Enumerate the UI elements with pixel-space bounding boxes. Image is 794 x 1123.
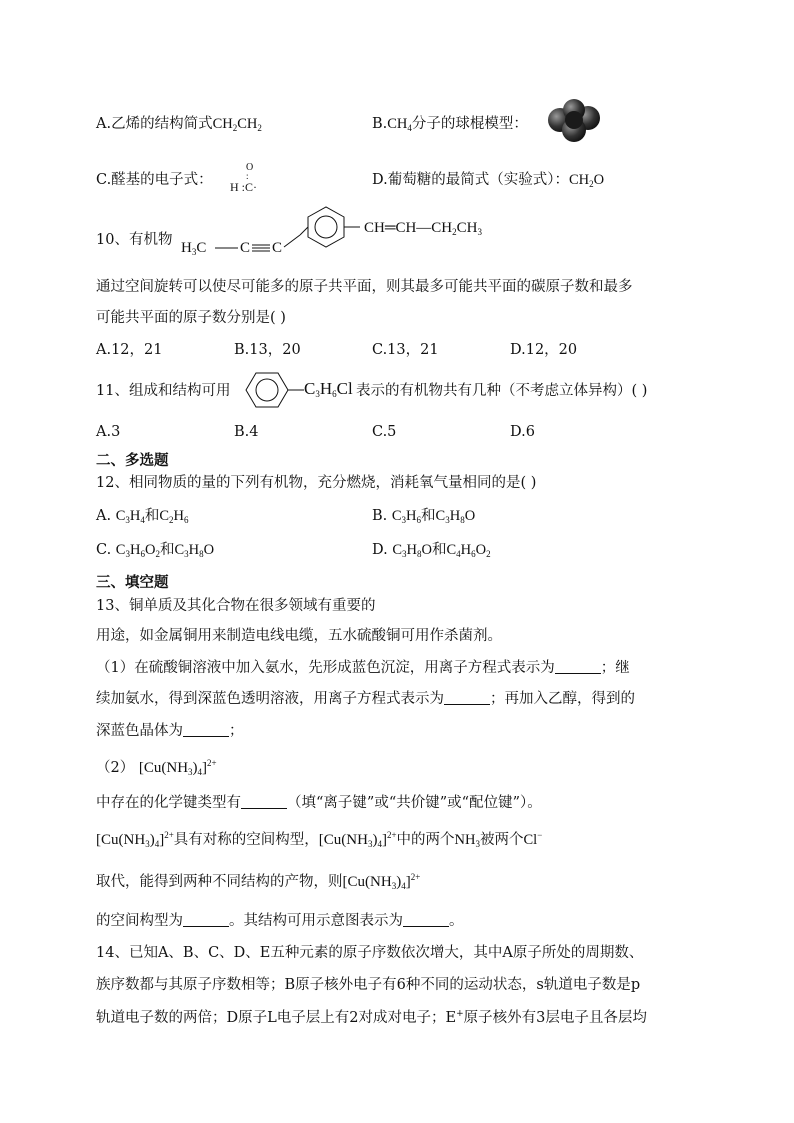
q10-structure-bonds — [210, 205, 360, 265]
q13-line7: 中存在的化学键类型有 （填“离子键”或“共价键”或“配位键”）。 — [96, 795, 542, 811]
answer-blank[interactable] — [555, 659, 601, 674]
complex-ion-formula: $[Cu(NH_3)_4]^{2+}$ — [318, 830, 397, 849]
q13-line2: 用途，如金属铜用来制造电线电缆，五水硫酸铜可用作杀菌剂。 — [96, 628, 502, 644]
q12-option-d: D. $C_3H_8O$和$C_4H_6O_2$ — [372, 542, 491, 559]
q11-suffix: 表示的有机物共有几种（不考虑立体异构）( ) — [356, 383, 648, 399]
q11-option-d: D.6 — [510, 424, 535, 440]
aldehyde-double-dots: : — [246, 171, 249, 181]
q10-h3c: $H_3C$ — [181, 240, 207, 257]
q13-line9: 取代，能得到两种不同结构的产物，则$[Cu(NH_3)_4]^{2+}$ — [96, 872, 421, 891]
q11-option-a: A.3 — [96, 424, 121, 440]
q9-option-a: A.乙烯的结构简式$CH_2CH_2$ — [96, 116, 262, 133]
q12-stem: 12、相同物质的量的下列有机物，充分燃烧，消耗氧气量相同的是( ) — [96, 475, 537, 491]
q10-option-c: C.13，21 — [372, 342, 439, 358]
q14-line3: 轨道电子数的两倍；D原子L电子层上有2对成对电子；E+原子核外有3层电子且各层均 — [96, 1009, 647, 1026]
q12-option-b: B. $C_3H_6$和$C_3H_8O$ — [372, 508, 476, 525]
q13-line8: $[Cu(NH_3)_4]^{2+}$具有对称的空间构型，$[Cu(NH_3)_4]^{2+}$中的两个$NH_3$被两个Cl− — [96, 830, 543, 849]
q10-option-a: A.12，21 — [96, 342, 163, 358]
complex-ion-formula: $[Cu(NH_3)_4]^{2+}$ — [138, 758, 217, 777]
aldehyde-o: O — [246, 162, 254, 173]
q10-prefix: 10、有机物 — [96, 232, 173, 248]
q13-line3: （1）在硫酸铜溶液中加入氨水，先形成蓝色沉淀，用离子方程式表示为 ；继 — [96, 660, 630, 676]
answer-blank[interactable] — [183, 912, 229, 927]
q10-chain: $CH═CH—CH_2CH_3$ — [364, 220, 482, 237]
q9-option-d: D.葡萄糖的最简式（实验式）：$CH_2O$ — [372, 172, 605, 189]
q10-stem-line1: 通过空间旋转可以使尽可能多的原子共平面，则其最多可能共平面的碳原子数和最多 — [96, 279, 633, 295]
section-3-heading: 三、填空题 — [96, 574, 169, 591]
section-2-heading: 二、多选题 — [96, 452, 169, 469]
q10-c2: C — [272, 240, 283, 256]
q10-c1: C — [240, 240, 251, 256]
answer-blank[interactable] — [183, 722, 229, 737]
q11-option-b: B.4 — [234, 424, 259, 440]
q13-line5: 深蓝色晶体为 ； — [96, 723, 244, 739]
q11-prefix: 11、组成和结构可用 — [96, 383, 231, 399]
q11-c3h6cl: $C_3H_6Cl$ — [304, 379, 353, 399]
q9-option-b: $B.CH_4$分子的球棍模型： — [372, 116, 528, 133]
q12-option-c: C. $C_3H_6O_2$和$C_3H_8O$ — [96, 542, 215, 559]
q14-line2: 族序数都与其原子序数相等；B原子核外电子有6种不同的运动状态，s轨道电子数是p — [96, 977, 641, 993]
ball-stick-model-image — [544, 98, 604, 144]
q10-stem-line2: 可能共平面的原子数分别是( ) — [96, 310, 286, 326]
q13-line6: （2） $[Cu(NH_3)_4]^{2+}$ — [96, 758, 217, 777]
q13-line4: 续加氨水，得到深蓝色透明溶液，用离子方程式表示为 ；再加入乙醇，得到的 — [96, 691, 635, 707]
q11-benzene-ring — [240, 368, 306, 412]
answer-blank[interactable] — [444, 690, 490, 705]
answer-blank[interactable] — [241, 794, 287, 809]
q11-option-c: C.5 — [372, 424, 397, 440]
complex-ion-formula: $[Cu(NH_3)_4]^{2+}$ — [96, 830, 174, 849]
q13-line1: 13、铜单质及其化合物在很多领域有重要的 — [96, 598, 376, 614]
q12-option-a: A. $C_3H_4$和$C_2H_6$ — [96, 508, 189, 525]
q13-line10: 的空间构型为 。其结构可用示意图表示为 。 — [96, 913, 464, 929]
complex-ion-formula: $[Cu(NH_3)_4]^{2+}$ — [342, 872, 421, 891]
q14-line1: 14、已知A、B、C、D、E五种元素的原子序数依次增大，其中A原子所处的周期数、 — [96, 945, 644, 961]
aldehyde-hc: H :C· — [230, 180, 258, 194]
q9-option-c: C.醛基的电子式： — [96, 172, 213, 188]
q10-option-b: B.13，20 — [234, 342, 301, 358]
answer-blank[interactable] — [403, 912, 449, 927]
q10-option-d: D.12，20 — [510, 342, 578, 358]
